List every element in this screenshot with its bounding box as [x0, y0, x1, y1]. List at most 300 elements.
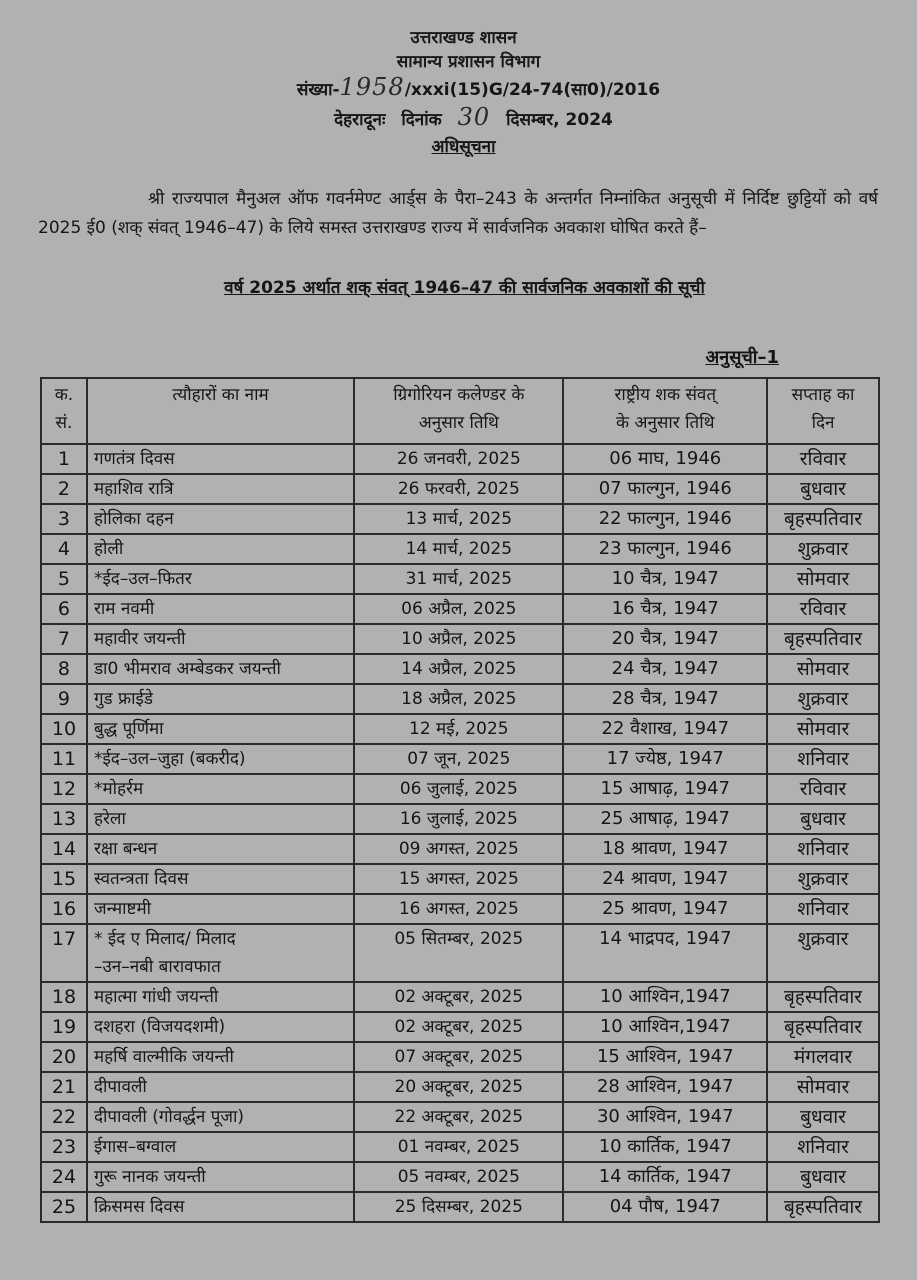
weekday-cell — [767, 474, 879, 504]
gregorian-date-cell-text: 07 जून, 2025 — [407, 749, 511, 769]
gregorian-date-cell — [354, 924, 563, 982]
gregorian-date-cell-text: 20 अक्टूबर, 2025 — [394, 1077, 524, 1097]
gregorian-date-cell — [354, 534, 563, 564]
saka-date-cell — [563, 714, 767, 744]
festival-name-cell — [87, 474, 354, 504]
weekday-cell — [767, 594, 879, 624]
serial-number-cell-text: 24 — [51, 1166, 77, 1188]
festival-name-cell-text: महात्मा गांधी जयन्ती — [93, 987, 219, 1007]
serial-number-cell-text: 20 — [51, 1046, 77, 1068]
table-row — [41, 654, 879, 684]
column-header-saka — [563, 378, 767, 444]
weekday-cell-text: सोमवार — [796, 568, 850, 590]
serial-number-cell — [41, 1042, 87, 1072]
saka-date-cell — [563, 924, 767, 982]
festival-name-cell — [87, 834, 354, 864]
saka-date-cell-text: 25 आषाढ़, 1947 — [600, 808, 731, 829]
column-header-serial — [41, 378, 87, 444]
weekday-cell — [767, 444, 879, 474]
government-name: उत्तराखण्ड शासन — [410, 28, 517, 48]
festival-name-cell-text: बुद्ध पूर्णिमा — [93, 719, 164, 739]
table-row — [41, 744, 879, 774]
gregorian-date-cell — [354, 982, 563, 1012]
weekday-cell — [767, 654, 879, 684]
saka-date-cell — [563, 684, 767, 714]
serial-number-cell — [41, 1012, 87, 1042]
weekday-cell — [767, 1162, 879, 1192]
serial-number-cell — [41, 834, 87, 864]
department-name: सामान्य प्रशासन विभाग — [396, 52, 541, 72]
serial-number-cell — [41, 864, 87, 894]
column-header-gregorian — [354, 378, 563, 444]
festival-name-cell — [87, 444, 354, 474]
saka-header-line1: राष्ट्रीय शक संवत् — [614, 385, 717, 405]
serial-number-cell — [41, 982, 87, 1012]
reference-suffix: /xxxi(15)G/24-74(सा0)/2016 — [404, 80, 661, 100]
table-row — [41, 834, 879, 864]
festival-name-cell — [87, 744, 354, 774]
handwritten-reference-number: 1958 — [339, 73, 405, 101]
saka-date-cell — [563, 654, 767, 684]
gregorian-header-line1: ग्रिगोरियन कलेण्डर के — [393, 385, 525, 405]
serial-number-cell-text: 1 — [57, 448, 71, 470]
saka-date-cell-text: 25 श्रावण, 1947 — [602, 898, 729, 919]
festival-name-cell — [87, 1102, 354, 1132]
festival-name-cell-text: गणतंत्र दिवस — [93, 449, 175, 469]
table-row — [41, 982, 879, 1012]
festival-name-cell-text: गुड फ्राईडे — [93, 689, 153, 709]
serial-number-cell — [41, 684, 87, 714]
festival-name-cell-text: स्वतन्त्रता दिवस — [93, 869, 189, 889]
serial-number-cell — [41, 504, 87, 534]
place: देहरादूनः — [334, 110, 386, 130]
gregorian-date-cell — [354, 684, 563, 714]
serial-number-cell-text: 6 — [57, 598, 71, 620]
gregorian-date-cell-text: 26 जनवरी, 2025 — [396, 449, 521, 469]
weekday-cell — [767, 534, 879, 564]
weekday-cell-text: रविवार — [799, 448, 847, 470]
festival-name-cell-text: *ईद–उल–फितर — [93, 569, 192, 589]
gregorian-date-cell — [354, 894, 563, 924]
gregorian-date-cell-text: 31 मार्च, 2025 — [405, 569, 513, 589]
serial-number-cell — [41, 1072, 87, 1102]
gregorian-date-cell — [354, 1012, 563, 1042]
festival-name-cell — [87, 534, 354, 564]
gregorian-date-cell — [354, 1042, 563, 1072]
gregorian-date-cell-text: 13 मार्च, 2025 — [405, 509, 513, 529]
saka-date-cell-text: 04 पौष, 1947 — [609, 1196, 721, 1217]
festival-name-cell-text: हरेला — [93, 809, 126, 829]
weekday-cell-text: रविवार — [799, 598, 847, 620]
table-row — [41, 504, 879, 534]
festival-name-cell-text: *मोहर्रम — [93, 779, 144, 799]
saka-date-cell — [563, 1102, 767, 1132]
serial-number-cell — [41, 924, 87, 982]
gregorian-date-cell — [354, 864, 563, 894]
saka-date-cell-text: 15 आश्विन, 1947 — [596, 1046, 734, 1067]
serial-header-line2: सं. — [55, 413, 73, 433]
gregorian-date-cell — [354, 804, 563, 834]
holiday-table — [40, 377, 880, 1223]
festival-name-cell — [87, 1012, 354, 1042]
table-row — [41, 624, 879, 654]
saka-date-cell — [563, 1132, 767, 1162]
serial-number-cell — [41, 714, 87, 744]
festival-name-cell — [87, 774, 354, 804]
weekday-cell — [767, 1072, 879, 1102]
serial-number-cell — [41, 1192, 87, 1222]
table-row — [41, 1072, 879, 1102]
gregorian-date-cell-text: 06 जुलाई, 2025 — [399, 779, 518, 799]
festival-name-cell-text: होलिका दहन — [93, 509, 174, 529]
gregorian-date-cell-text: 22 अक्टूबर, 2025 — [394, 1107, 524, 1127]
gregorian-date-cell-text: 09 अगस्त, 2025 — [398, 839, 519, 859]
saka-date-cell-text: 10 कार्तिक, 1947 — [598, 1136, 732, 1157]
weekday-cell-text: सोमवार — [796, 1076, 850, 1098]
festival-name-cell-text: महावीर जयन्ती — [93, 629, 186, 649]
notification-text: श्री राज्यपाल मैनुअल ऑफ गवर्नमेण्ट आर्ड्स के पैरा–243 के अन्तर्गत निम्नांकित अनुसूची में निर्दिष्ट छुट्टियों को वर्ष 2025 ई0 (शक् संवत् 1946–47) के लिये समस्त उत्तराखण्ड राज्य में सार्वजनिक अवकाश घोषित करते हैं– — [38, 189, 878, 238]
festival-name-cell — [87, 804, 354, 834]
saka-date-cell-text: 22 फाल्गुन, 1946 — [598, 508, 732, 529]
weekday-cell — [767, 714, 879, 744]
serial-number-cell — [41, 444, 87, 474]
gregorian-date-cell — [354, 1132, 563, 1162]
saka-header-line2: के अनुसार तिथि — [616, 413, 715, 433]
saka-date-cell — [563, 982, 767, 1012]
gregorian-date-cell-text: 12 मई, 2025 — [409, 719, 509, 739]
weekday-cell-text: बृहस्पतिवार — [783, 1196, 863, 1218]
column-header-weekday — [767, 378, 879, 444]
gregorian-date-cell — [354, 474, 563, 504]
saka-date-cell-text: 28 चैत्र, 1947 — [611, 688, 719, 709]
serial-number-cell-text: 5 — [57, 568, 71, 590]
saka-date-cell-text: 15 आषाढ़, 1947 — [600, 778, 731, 799]
gregorian-date-cell-text: 02 अक्टूबर, 2025 — [394, 987, 524, 1007]
gregorian-date-cell — [354, 564, 563, 594]
serial-number-cell — [41, 1162, 87, 1192]
festival-name-cell-text: राम नवमी — [93, 599, 155, 619]
festival-name-cell-text: दीपावली (गोवर्द्धन पूजा) — [93, 1107, 245, 1127]
weekday-cell-text: शुक्रवार — [797, 928, 849, 950]
serial-number-cell — [41, 564, 87, 594]
serial-number-cell-text: 3 — [57, 508, 71, 530]
festival-name-cell — [87, 564, 354, 594]
weekday-cell-text: शनिवार — [797, 898, 849, 920]
weekday-cell — [767, 624, 879, 654]
saka-date-cell-text: 28 आश्विन, 1947 — [596, 1076, 734, 1097]
table-row — [41, 474, 879, 504]
festival-name-cell — [87, 714, 354, 744]
table-row — [41, 594, 879, 624]
festival-name-cell — [87, 864, 354, 894]
festival-name-cell — [87, 924, 354, 982]
festival-name-cell — [87, 504, 354, 534]
schedule-label: अनुसूची–1 — [705, 347, 779, 368]
saka-date-cell — [563, 624, 767, 654]
saka-date-cell — [563, 1192, 767, 1222]
table-row — [41, 1192, 879, 1222]
festival-name-cell-text-line2: –उन–नबी बारावफात — [93, 957, 221, 977]
gregorian-date-cell — [354, 504, 563, 534]
weekday-cell — [767, 504, 879, 534]
weekday-cell — [767, 774, 879, 804]
gregorian-date-cell — [354, 744, 563, 774]
festival-name-cell-text: क्रिसमस दिवस — [93, 1197, 185, 1217]
gregorian-date-cell-text: 16 अगस्त, 2025 — [398, 899, 519, 919]
gregorian-date-cell-text: 15 अगस्त, 2025 — [398, 869, 519, 889]
saka-date-cell-text: 30 आश्विन, 1947 — [596, 1106, 734, 1127]
table-row — [41, 714, 879, 744]
serial-number-cell — [41, 624, 87, 654]
weekday-cell — [767, 834, 879, 864]
weekday-cell-text: बुधवार — [800, 1106, 846, 1128]
festival-name-cell-text: गुरू नानक जयन्ती — [93, 1167, 206, 1187]
table-row — [41, 774, 879, 804]
serial-number-cell-text: 21 — [51, 1076, 77, 1098]
gregorian-date-cell-text: 07 अक्टूबर, 2025 — [394, 1047, 524, 1067]
reference-number — [40, 74, 917, 103]
saka-date-cell — [563, 1042, 767, 1072]
festival-name-cell-text: दशहरा (विजयदशमी) — [93, 1017, 226, 1037]
weekday-cell-text: सोमवार — [796, 718, 850, 740]
table-row — [41, 864, 879, 894]
weekday-cell-text: बुधवार — [800, 478, 846, 500]
serial-number-cell — [41, 774, 87, 804]
table-row — [41, 1132, 879, 1162]
saka-date-cell-text: 14 भाद्रपद, 1947 — [599, 928, 732, 949]
table-row — [41, 924, 879, 982]
saka-date-cell-text: 07 फाल्गुन, 1946 — [598, 478, 732, 499]
gregorian-date-cell — [354, 774, 563, 804]
festival-name-cell-text: डा0 भीमराव अम्बेडकर जयन्ती — [93, 659, 281, 679]
weekday-cell-text: बृहस्पतिवार — [783, 628, 863, 650]
serial-number-cell-text: 9 — [57, 688, 71, 710]
saka-date-cell-text: 24 चैत्र, 1947 — [611, 658, 719, 679]
weekday-cell — [767, 982, 879, 1012]
reference-prefix: संख्या- — [296, 80, 340, 100]
saka-date-cell — [563, 474, 767, 504]
gregorian-date-cell-text: 16 जुलाई, 2025 — [399, 809, 518, 829]
table-row — [41, 444, 879, 474]
table-row — [41, 534, 879, 564]
festival-name-cell — [87, 1072, 354, 1102]
weekday-cell-text: शुक्रवार — [797, 688, 849, 710]
festival-name-cell — [87, 624, 354, 654]
festival-name-cell-text: * ईद ए मिलाद/ मिलाद — [93, 929, 236, 949]
saka-date-cell — [563, 894, 767, 924]
saka-date-cell — [563, 774, 767, 804]
gregorian-date-cell-text: 26 फरवरी, 2025 — [397, 479, 520, 499]
serial-number-cell-text: 4 — [57, 538, 71, 560]
serial-number-cell-text: 8 — [57, 658, 71, 680]
festival-name-cell-text: *ईद–उल–जुहा (बकरीद) — [93, 749, 246, 769]
serial-number-cell-text: 16 — [51, 898, 77, 920]
saka-date-cell-text: 22 वैशाख, 1947 — [601, 718, 730, 739]
holiday-list-title: वर्ष 2025 अर्थात शक् संवत् 1946–47 की सार्वजनिक अवकाशों की सूची — [224, 278, 705, 298]
weekday-cell-text: सोमवार — [796, 658, 850, 680]
table-row — [41, 564, 879, 594]
weekday-cell — [767, 744, 879, 774]
table-row — [41, 1102, 879, 1132]
gregorian-date-cell-text: 10 अप्रैल, 2025 — [401, 629, 517, 649]
weekday-cell — [767, 804, 879, 834]
saka-date-cell-text: 10 चैत्र, 1947 — [611, 568, 719, 589]
festival-name-cell-text: जन्माष्टमी — [93, 899, 152, 919]
festival-name-cell-text: दीपावली — [93, 1077, 147, 1097]
saka-date-cell-text: 20 चैत्र, 1947 — [611, 628, 719, 649]
table-row — [41, 1042, 879, 1072]
gregorian-date-cell — [354, 1192, 563, 1222]
table-header-row — [41, 378, 879, 444]
weekday-cell-text: बुधवार — [800, 808, 846, 830]
saka-date-cell-text: 14 कार्तिक, 1947 — [598, 1166, 732, 1187]
saka-date-cell — [563, 804, 767, 834]
gregorian-date-cell — [354, 624, 563, 654]
gregorian-date-cell — [354, 714, 563, 744]
saka-date-cell — [563, 534, 767, 564]
weekday-cell-text: बृहस्पतिवार — [783, 1016, 863, 1038]
gregorian-date-cell — [354, 1072, 563, 1102]
weekday-cell-text: शनिवार — [797, 748, 849, 770]
festival-header: त्यौहारों का नाम — [172, 385, 269, 405]
weekday-cell-text: शुक्रवार — [797, 868, 849, 890]
table-row — [41, 894, 879, 924]
weekday-cell-text: बृहस्पतिवार — [783, 508, 863, 530]
weekday-cell — [767, 1132, 879, 1162]
saka-date-cell — [563, 594, 767, 624]
gregorian-header-line2: अनुसार तिथि — [418, 413, 499, 433]
column-header-festival — [87, 378, 354, 444]
saka-date-cell-text: 06 माघ, 1946 — [609, 448, 722, 469]
saka-date-cell — [563, 1012, 767, 1042]
gregorian-date-cell — [354, 594, 563, 624]
saka-date-cell-text: 23 फाल्गुन, 1946 — [598, 538, 732, 559]
saka-date-cell — [563, 864, 767, 894]
gregorian-date-cell-text: 18 अप्रैल, 2025 — [401, 689, 517, 709]
table-row — [41, 684, 879, 714]
serial-number-cell-text: 22 — [51, 1106, 77, 1128]
serial-number-cell — [41, 744, 87, 774]
serial-number-cell — [41, 474, 87, 504]
serial-number-cell-text: 12 — [51, 778, 77, 800]
table-row — [41, 1012, 879, 1042]
weekday-cell-text: बुधवार — [800, 1166, 846, 1188]
serial-number-cell-text: 2 — [57, 478, 71, 500]
weekday-cell-text: बृहस्पतिवार — [783, 986, 863, 1008]
festival-name-cell — [87, 894, 354, 924]
weekday-cell — [767, 684, 879, 714]
festival-name-cell — [87, 684, 354, 714]
festival-name-cell — [87, 1192, 354, 1222]
gregorian-date-cell-text: 14 अप्रैल, 2025 — [401, 659, 517, 679]
weekday-cell — [767, 924, 879, 982]
saka-date-cell-text: 17 ज्येष्ठ, 1947 — [606, 748, 724, 769]
serial-number-cell-text: 11 — [51, 748, 77, 770]
serial-number-cell-text: 18 — [51, 986, 77, 1008]
serial-number-cell — [41, 654, 87, 684]
gregorian-date-cell-text: 14 मार्च, 2025 — [405, 539, 513, 559]
saka-date-cell-text: 16 चैत्र, 1947 — [611, 598, 719, 619]
gregorian-date-cell — [354, 1102, 563, 1132]
serial-number-cell-text: 25 — [51, 1196, 77, 1218]
holiday-table-body — [41, 444, 879, 1222]
festival-name-cell — [87, 654, 354, 684]
saka-date-cell — [563, 504, 767, 534]
serial-number-cell-text: 17 — [51, 928, 77, 950]
saka-date-cell — [563, 444, 767, 474]
weekday-cell — [767, 1192, 879, 1222]
weekday-header-line2: दिन — [811, 413, 835, 433]
serial-number-cell-text: 10 — [51, 718, 77, 740]
festival-name-cell — [87, 982, 354, 1012]
saka-date-cell — [563, 1072, 767, 1102]
serial-number-cell-text: 13 — [51, 808, 77, 830]
gregorian-date-cell-text: 06 अप्रैल, 2025 — [401, 599, 517, 619]
saka-date-cell-text: 10 आश्विन,1947 — [599, 986, 731, 1007]
weekday-cell — [767, 864, 879, 894]
gregorian-date-cell-text: 05 नवम्बर, 2025 — [397, 1167, 520, 1187]
serial-number-cell — [41, 594, 87, 624]
serial-number-cell-text: 23 — [51, 1136, 77, 1158]
gregorian-date-cell — [354, 1162, 563, 1192]
table-row — [41, 1162, 879, 1192]
saka-date-cell — [563, 834, 767, 864]
saka-date-cell — [563, 744, 767, 774]
weekday-cell — [767, 564, 879, 594]
serial-number-cell — [41, 1102, 87, 1132]
festival-name-cell-text: रक्षा बन्धन — [93, 839, 158, 859]
serial-header-line1: क. — [54, 385, 74, 405]
serial-number-cell-text: 15 — [51, 868, 77, 890]
weekday-cell-text: शुक्रवार — [797, 538, 849, 560]
saka-date-cell-text: 10 आश्विन,1947 — [599, 1016, 731, 1037]
weekday-cell — [767, 1012, 879, 1042]
serial-number-cell-text: 7 — [57, 628, 71, 650]
weekday-cell — [767, 1042, 879, 1072]
table-row — [41, 804, 879, 834]
serial-number-cell — [41, 894, 87, 924]
weekday-cell — [767, 894, 879, 924]
serial-number-cell — [41, 1132, 87, 1162]
gregorian-date-cell — [354, 834, 563, 864]
saka-date-cell-text: 18 श्रावण, 1947 — [602, 838, 729, 859]
weekday-header-line1: सप्ताह का — [791, 385, 855, 405]
date-month-year: दिसम्बर, 2024 — [506, 110, 613, 130]
notification-paragraph — [38, 185, 878, 243]
serial-number-cell — [41, 804, 87, 834]
gregorian-date-cell-text: 25 दिसम्बर, 2025 — [394, 1197, 523, 1217]
gregorian-date-cell — [354, 654, 563, 684]
serial-number-cell-text: 14 — [51, 838, 77, 860]
gregorian-date-cell-text: 05 सितम्बर, 2025 — [394, 929, 524, 949]
festival-name-cell — [87, 1162, 354, 1192]
document-header — [0, 26, 917, 160]
saka-date-cell — [563, 1162, 767, 1192]
festival-name-cell — [87, 1132, 354, 1162]
festival-name-cell-text: ईगास–बग्वाल — [93, 1137, 177, 1157]
weekday-cell-text: मंगलवार — [793, 1046, 853, 1068]
date-label: दिनांक — [401, 110, 442, 130]
place-date-line — [30, 103, 917, 134]
saka-date-cell — [563, 564, 767, 594]
festival-name-cell-text: होली — [93, 539, 124, 559]
gregorian-date-cell — [354, 444, 563, 474]
serial-number-cell — [41, 534, 87, 564]
weekday-cell-text: शनिवार — [797, 1136, 849, 1158]
saka-date-cell-text: 24 श्रावण, 1947 — [602, 868, 729, 889]
serial-number-cell-text: 19 — [51, 1016, 77, 1038]
festival-name-cell-text: महाशिव रात्रि — [93, 479, 174, 499]
